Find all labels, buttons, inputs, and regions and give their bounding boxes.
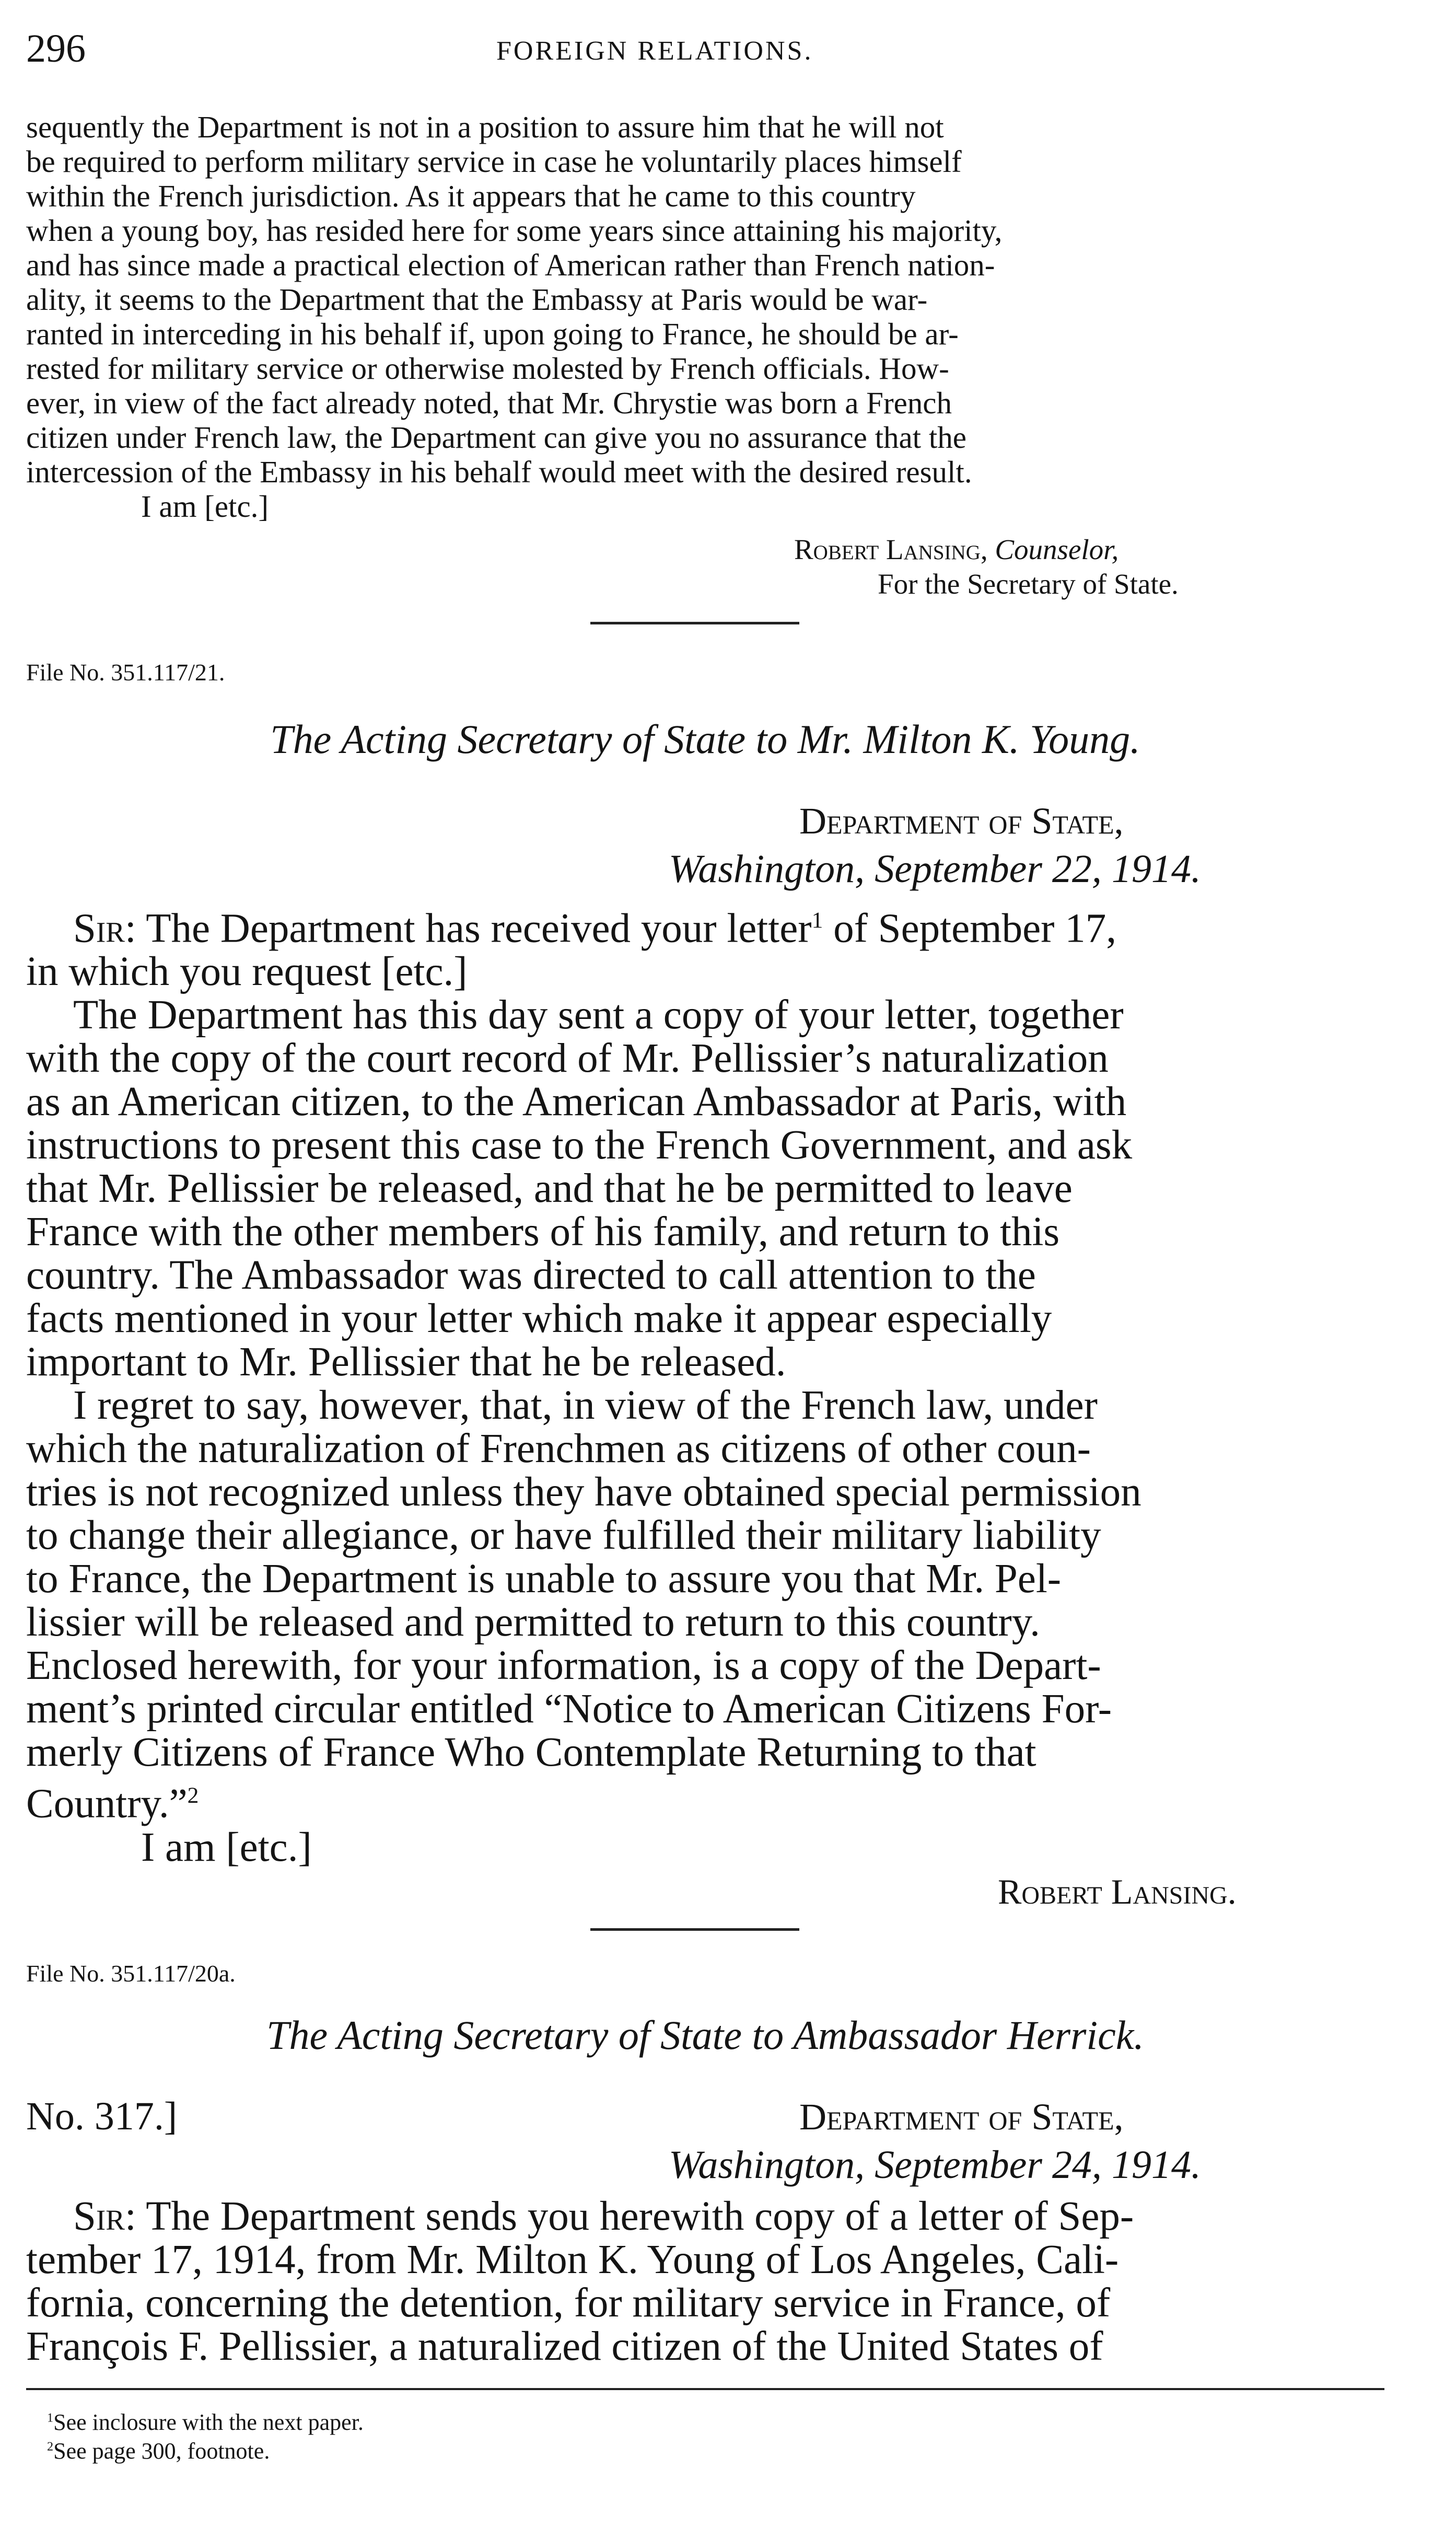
text-line: France with the other members of his family, and return to this <box>26 1209 1060 1255</box>
signer-title: Counselor, <box>995 534 1119 565</box>
place-date <box>669 2142 1201 2188</box>
closing-line: I am [etc.] <box>141 489 269 524</box>
salutation: Sir: <box>73 906 136 952</box>
dispatch-number: No. 317.] <box>26 2094 178 2138</box>
text-line: ever, in view of the fact already noted, that Mr. Chrystie was born a French <box>26 386 952 420</box>
text-line: ality, it seems to the Department that the Embassy at Paris would be war- <box>26 282 928 317</box>
date: September 24, 1914. <box>875 2143 1201 2187</box>
letter-body <box>26 899 1384 1869</box>
text-line: tember 17, 1914, from Mr. Milton K. Young of Los Angeles, Cali- <box>26 2237 1119 2282</box>
text-line: within the French jurisdiction. As it appears that he came to this country <box>26 179 916 213</box>
file-number: File No. 351.117/21. <box>26 659 225 686</box>
text-line: merly Citizens of France Who Contemplate Returning to that <box>26 1730 1036 1776</box>
text-line: rested for military service or otherwise molested by French officials. How- <box>26 351 949 386</box>
text-line: Enclosed herewith, for your information, is a copy of the Depart- <box>26 1643 1101 1689</box>
text-line: François F. Pellissier, a naturalized citizen of the United States of <box>26 2324 1103 2369</box>
document-title: The Acting Secretary of State to Ambassador Herrick. <box>266 2012 1144 2058</box>
place-date <box>669 847 1201 892</box>
signer-name: Robert Lansing. <box>998 1872 1237 1911</box>
file-number: File No. 351.117/20a. <box>26 1960 236 1987</box>
text-line: important to Mr. Pellissier that he be released. <box>26 1339 786 1385</box>
date: September 22, 1914. <box>875 847 1201 891</box>
text-line: citizen under French law, the Department can give you no assurance that the <box>26 420 966 455</box>
text-line: I regret to say, however, that, in view of the French law, under <box>73 1383 1098 1429</box>
letter-body <box>26 2195 1384 2368</box>
text-line: which the naturalization of Frenchmen as citizens of other coun- <box>26 1426 1091 1472</box>
previous-letter-text <box>26 110 1384 524</box>
footnote-ref: 1 <box>811 908 823 933</box>
text-line: lissier will be released and permitted to return to this country. <box>26 1600 1040 1645</box>
text-line: fornia, concerning the detention, for military service in France, of <box>26 2280 1111 2326</box>
section-divider <box>590 1928 799 1931</box>
text-line: to France, the Department is unable to assure you that Mr. Pel- <box>26 1556 1062 1602</box>
place: Washington, <box>669 847 865 891</box>
sender-department: Department of State, <box>799 800 1124 842</box>
text-line: The Department has this day sent a copy of your letter, together <box>73 992 1124 1038</box>
footnote: $^1$See inclosure with the next paper. <box>47 2409 364 2435</box>
text-line: tries is not recognized unless they have obtained special permission <box>26 1469 1141 1515</box>
text-line: as an American citizen, to the American Ambassador at Paris, with <box>26 1079 1127 1125</box>
place: Washington, <box>669 2143 865 2187</box>
text-line: to change their allegiance, or have fulfilled their military liability <box>26 1513 1101 1559</box>
text-line: Country.”$^2$ <box>26 1781 199 1827</box>
text-line: ranted in interceding in his behalf if, upon going to France, he should be ar- <box>26 317 959 351</box>
running-header <box>26 21 1384 84</box>
text-line: in which you request [etc.] <box>26 949 468 995</box>
text-line: instructions to present this case to the French Government, and ask <box>26 1122 1133 1168</box>
footnote: $^2$See page 300, footnote. <box>47 2438 270 2464</box>
text-line: ment’s printed circular entitled “Notice to American Citizens For- <box>26 1686 1112 1732</box>
text-line: sequently the Department is not in a position to assure him that he will not <box>26 110 944 144</box>
text-line: that Mr. Pellissier be released, and that he be permitted to leave <box>26 1166 1073 1212</box>
section-divider <box>590 622 799 624</box>
text-line: be required to perform military service in case he voluntarily places himself <box>26 144 962 179</box>
signer-line: For the Secretary of State. <box>878 568 1179 600</box>
footnote-divider <box>26 2388 1384 2390</box>
page-number: 296 <box>26 27 86 71</box>
text-line: Sir: The Department has received your letter$^1$ of September 17, <box>73 906 1116 952</box>
salutation: Sir: <box>73 2194 136 2239</box>
text-line: when a young boy, has resided here for some years since attaining his majority, <box>26 213 1003 248</box>
document-title: The Acting Secretary of State to Mr. Milton K. Young. <box>270 716 1140 762</box>
text-line: with the copy of the court record of Mr. Pellissier’s naturalization <box>26 1036 1109 1082</box>
text-line: intercession of the Embassy in his behalf would meet with the desired result. <box>26 455 972 489</box>
signer-name: Robert Lansing, <box>794 534 988 565</box>
text-line: country. The Ambassador was directed to call attention to the <box>26 1253 1036 1299</box>
signature-block <box>794 533 1119 566</box>
running-title: FOREIGN RELATIONS. <box>496 36 813 66</box>
sender-department: Department of State, <box>799 2096 1124 2138</box>
text-line: facts mentioned in your letter which make it appear especially <box>26 1296 1052 1342</box>
text-line: Sir: The Department sends you herewith copy of a letter of Sep- <box>73 2194 1134 2239</box>
footnote-ref: 2 <box>187 1783 199 1809</box>
closing-line: I am [etc.] <box>141 1824 312 1870</box>
text-line: and has since made a practical election of American rather than French nation- <box>26 248 995 282</box>
